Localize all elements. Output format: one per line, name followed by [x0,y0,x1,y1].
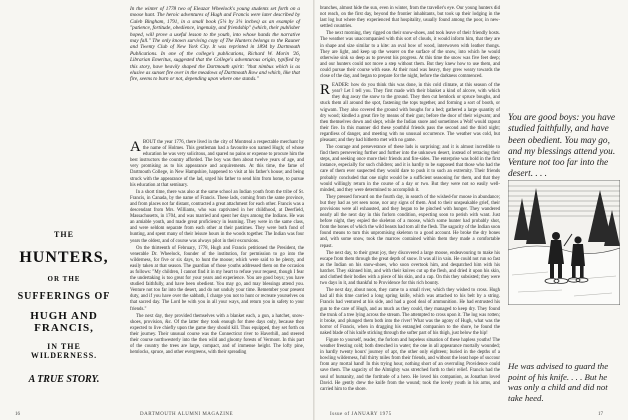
title-or-the: OR THE [47,275,81,283]
paragraph: The next morning, they rigged on their snow-shoes, and took leave of their friendly hosts. The weather was unaccompanied with this sort of clouds, it would inform him, that they are in shape and size similar to a kite: an oval bow of wood, interwoven with leather thongs. They are light, and keep up the wearer on the surface of the snow, into which he would otherwise sink so deep as to prevent his progress. At this time the snow was five feet deep; and our hunters could not move a step without them. But they knew how to use them, and could pursue their course with ease. At their road was heavy, they grew weary towards the close of the day, and began to prepare for the night, before the darkness commenced. [320,31,500,80]
pull-quote: You are good boys: you have studied faithfully, and have been obedient. You may go, and my blessings attend you. Venture not too far into the desert. . . . [508,113,616,180]
paragraph: On the thirteenth of February, 1778, Hugh and Francis petitioned the President, the venerable Dr. Wheelock, founder of the institution, for permission to go into the wilderness, for five or six days, to hunt the moose; which were said to be plenty, and easily taken at that season. The guardian of those youths addressed them on the occasion as follows: "My children, I cannot find it in my heart to refuse your request, though I fear the undertaking is too great for your years and experience. You are good boys; you have studied faithfully, and have been obedient. You may go, and may blessings attend you. Venture not too far into the desert, and do not unduly your time. Remember your present duty, and if you have over the sabbath, I charge you not to hunt or recreate yourselves on that sacred day. The Lord be with you in all your ways, and return you in safety to your friends." [130,245,304,312]
paragraph: They pressed forward on the fourth day, in search of the wished-for moose in abundance; but they had as yet seen none, nor any signs of them. And to their unspeakable grief, their provisions were all exhausted, and they began to be pinched with hunger. They wandered nearly all the next day in this forlorn condition, expecting soon to perish with want. Just before night, they espied the skeleton of a moose, which some hunter had probably shot, from the bones of which the wild beasts had torn all the flesh. The sagacity of the Indian soon found means to turn this unpromising skeleton to a good account. He broke the dry bones and, with some snow, took the marrow contained within them they made a comfortable repast. [320,194,500,249]
page-number-left: 16 [15,412,20,417]
title-wilderness: IN THE WILDERNESS. [30,342,98,360]
paragraph: The courage and perseverance of these lads is surprising; and it is almost incredible to find them persevering further and further into the unknown desert, instead of retracing their steps, and seeking once more their friends and fire-sides. The enterprise was bold in the first instance, especially for such children; and it is hardly to be supposed that those who had the care of them ever suspected they would dare to push it to such an extremity. Their friends probably concluded that one night would be a sufficient seasoning for them, and that they would willingly return in the course of a day or two. But they were not so easily well-minded, and they were determined to accomplish it. [320,145,500,193]
hunters-snow-illustration [508,180,620,305]
paragraph: Figure to yourself, reader, the forlorn and hopeless situation of these hapless youths! The weather freezing cold; both drenched in water; the one in all appearance mortally wounded; in hardly twenty hours' journey of apt, the other only eighteen; buried in the depths of a howling wilderness, full thirty miles from their friends, and without the least hope of succour from any mortal hand! In this trying hour, nothing short of an overruling Providence could save them. The sagacity of the Almighty was stretched forth to their relief. Francis had the soul of humanity, and the fortitude of a hero. He loved his companion, as Jonathan loved David. He gently drew the knife from the wound; took the lovely youth in his arms, and carried him to the shore. [320,337,500,392]
paragraph: The next day, they provided themselves with a blanket each, a gun, a hatchet, snow-shoes, provision, &c. Of the latter they took enough for three days only, because they expected to live chiefly upon the game they should kill. Thus equipped, they set forth on their journey. Their unusual course was the Connecticut river to Haverhill, and steered their course northwesterly into the then wild and gloomy forests of Vermont. In this part of the country the trees are large, compact, and of immense height. The lofty pine, hemlocks, spruce, and other evergreens, with their spreading [130,313,304,356]
paragraph: In a short time, there was also at the same school an Indian youth from the tribe of St. Francis, in Canada, by the name of Francis. These lads, coming from the same province, and from places not far distant, contracted a great attachment for each other. Francis was a descendant from Mrs. Williams, who was captivated in her childhood, at Deerfield, Massachusetts, in 1704, and was married and spent her days among the Indians. He was an amiable youth, and made great proficiency in learning. They were in the same class, and were seldom separate from each other at their pastimes. They were both fond of hunting, and spent many of their leisure hours in the woods together. The Indian was four years the oldest, and of course was always pilot in their excursions. [130,189,304,244]
story-column-1 [130,140,304,357]
paragraph: The next day, about noon, they came to a small river, which they wished to cross. Hugh had all this time carried a long spring knife, which was attached to his belt by a string. Francis had ventured at his side, and had a good deal of ammunition. He had entrusted his gun to the care of Hugh, and as much as they could, they managed to keep dry. They found the trunk of a tree lying across the stream. The attempted to cross upon it. The log was rotten; it broke, and plunged them both into the river! What was the agony of Hugh, what was the horror of Francis, when in dragging his entangled companion to the shore, he found the naked blade of his knife sticking through the softer part of his thigh, just below the hip! [320,288,500,336]
drop-cap: A [130,139,141,155]
story-title-block [14,230,114,385]
story-column-2 [320,6,500,394]
title-sufferings: SUFFERINGS OF [17,291,111,302]
page-gutter [313,0,315,420]
paragraph: ABOUT the year 1776, there lived in the city of Montreal a respectable merchant by the name of Holmes. This gentleman had a favourite son named Hugh; of whose education he was very solicitous, and spared no pains or expense to procure him the best instructors the country afforded. The boy was then about twelve years of age, and very promising as to his appearance and acquirements. At this time, the fame of Dartmouth College, in New Hampshire, happened to visit at his father's house; and being struck with the appearance of the lad, urged his father to send him from home, to pursue his education at that seminary. [130,139,304,188]
illustration-caption: He was advised to guard the point of his knife. . . . But he was only a child and did not take heed. [508,361,609,403]
title-names: HUGH AND FRANCIS, [30,310,98,334]
publication-name: DARTMOUTH ALUMNI MAGAZINE [140,412,234,417]
paragraph: The next day, to their great joy, they discovered a large moose, endeavouring to make his escape from them through the great depth of snow. It was all in vain. He could not run so fast as the Indian on his snow-shoes, who soon overtook him, and despatched him with his hatchet. They skinned him, and with their knives cut up the flesh, and dried it upon his skin, and clothed their bodies with a piece of his skin, and a cap. On this they subsisted; they were two days in it, and thankful to Providence for this rich bounty. [320,250,500,287]
paragraph: branches, almost hide the sun, even in winter, from the traveller's eye. Our young hunters did not reach, on the first day, beyond the frontier inhabitants, but took up their lodging in the last log hut where they experienced that hospitality, usually found among the poor, in new-settled countries. [320,6,500,30]
title-true-story: A TRUE STORY. [28,374,100,385]
woodcut-illustration [508,180,620,305]
drop-cap: R [320,82,331,99]
issue-line: Issue of JANUARY 1975 [330,412,392,417]
intro-paragraph: In the winter of 1778 two of Eleazar Wheelock's young students set forth on a moose hunt. The heroic adventures of Hugh and Francis were later described by Caleb Bingham, 1791, in a small book (5¼ by 3¼ inches) as an example of "patience, fortitude, obedience, ingenuity, and friendship" (which, their publisher hoped, will prove a useful lesson to the youth, into whose hands the narrative may fall." The only known surviving copy of The Hunters belongs to the Rauner and Twenty Club of New York City. It was reprinted in 1894 by Dartmouth Publications. In one of the college's publications, Richard W. Morin '26, Librarian Emeritus, suggested that the College's adventurous origin, typified by this story, have heavily shaped the Dartmouth spirit: "that nimbus which is as elusive as sunset fire over in the meadows of Dartmouth Row and which, like that fire, seems to burn or not, depending upon where one stands." [130,6,300,83]
title-hunters: HUNTERS, [19,249,109,266]
title-the: THE [54,230,74,239]
paragraph: READER: how do you think this was done, in this cold climate, at this season of the year? Let I tell you. They first made with their blanket a kind of alcove, with which they dug away the snow to the ground. They then cut hemlock or spruce boughs, and stuck them all around the spot, fastening the tops together, and forming a sort of booth, or wigwam. They also covered the ground with boughs for a bed; gathered a large quantity of dry wood; kindled a great fire by means of their gun; before the door of their wigwam; and then themselves down and slept, while the Indian snore and sometimes a Wolf would rapout their fire. In this manner did these youthful friends pass the second and the third night; regardless of danger, and meeting with no unusual occurrence. The weather was cold, but pleasant; and they had hitherto met with no game. [320,82,500,143]
page-number-right: 17 [598,412,603,417]
